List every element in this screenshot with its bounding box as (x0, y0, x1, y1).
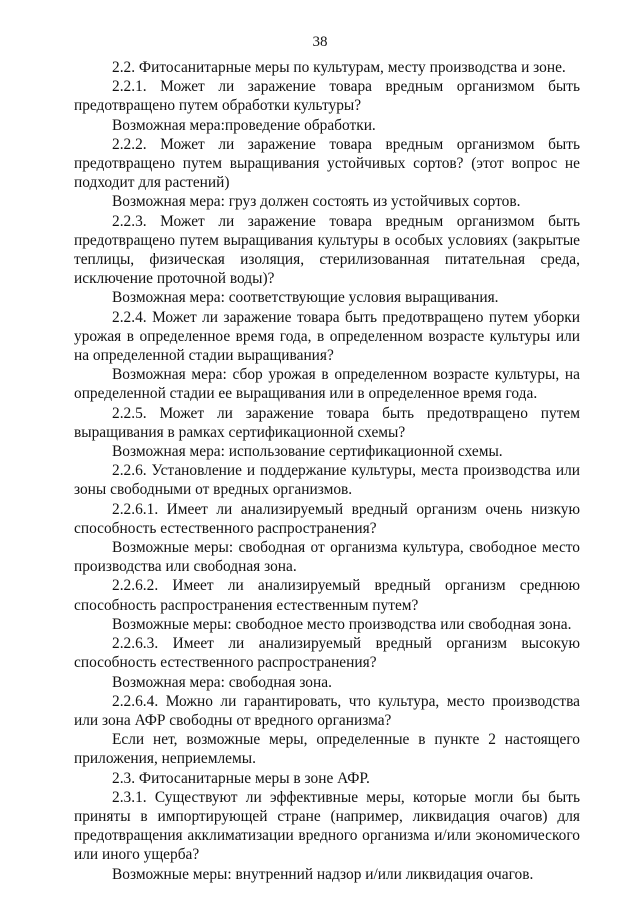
question-paragraph: 2.2.2. Может ли заражение товара вредным организмом быть предотвращено путем выращивания устойчивых сортов? (этот вопрос не подходит для растений) (74, 135, 580, 192)
question-paragraph: 2.2.3. Может ли заражение товара вредным организмом быть предотвращено путем выращивания культуры в особых условиях (закрытые теплицы, физическая изоляция, стерилизованная питательная среда, исключение проточной воды)? (74, 212, 580, 288)
question-paragraph: 2.2.4. Может ли заражение товара быть предотвращено путем уборки урожая в определенное время года, в определенном возрасте культуры или на определенной стадии выращивания? (74, 308, 580, 365)
measure-paragraph: Возможная мера: использование сертификационной схемы. (112, 443, 503, 461)
measure-paragraph: Возможные меры: свободная от организма культура, свободное место производства или свободная зона. (74, 539, 580, 576)
question-paragraph: 2.2.6.4. Можно ли гарантировать, что культура, место производства или зона АФР свободны от вредного организма? (74, 692, 580, 729)
question-paragraph: 2.2.6.1. Имеет ли анализируемый вредный организм очень низкую способность естественного распространения? (74, 500, 580, 537)
measure-paragraph: Возможная мера: сбор урожая в определенном возрасте культуры, на определенной стадии ее выращивания или в определенное время года. (74, 366, 580, 403)
measure-paragraph: Возможная мера: соответствующие условия выращивания. (112, 289, 499, 307)
section-heading: 2.2. Фитосанитарные меры по культурам, месту производства и зоне. (112, 59, 566, 76)
measure-paragraph: Возможные меры: свободное место производства или свободная зона. (112, 615, 572, 633)
measure-paragraph: Возможная мера:проведение обработки. (112, 116, 376, 134)
subsection-paragraph: 2.2.6. Установление и поддержание культуры, места производства или зоны свободными от вредных организмов. (74, 462, 580, 499)
measure-paragraph: Возможная мера: груз должен состоять из устойчивых сортов. (112, 193, 521, 211)
question-paragraph: 2.3.1. Существуют ли эффективные меры, которые могли бы быть приняты в импортирующей стране (например, ликвидация очагов) для предотвращения акклиматизации вредного организма и/или экономического или иного ущерба? (74, 788, 580, 864)
question-paragraph: 2.2.6.3. Имеет ли анализируемый вредный организм высокую способность естественного распространения? (74, 635, 580, 672)
measure-paragraph: Возможные меры: внутренний надзор и/или ликвидация очагов. (112, 865, 534, 883)
question-paragraph: 2.2.1. Может ли заражение товара вредным организмом быть предотвращено путем обработки культуры? (74, 78, 580, 115)
section-heading: 2.3. Фитосанитарные меры в зоне АФР. (112, 769, 370, 787)
question-paragraph: 2.2.5. Может ли заражение товара быть предотвращено путем выращивания в рамках сертификационной схемы? (74, 404, 580, 441)
question-paragraph: 2.2.6.2. Имеет ли анализируемый вредный организм среднюю способность распространения естественным путем? (74, 577, 580, 614)
note-paragraph: Если нет, возможные меры, определенные в пункте 2 настоящего приложения, неприемлемы. (74, 731, 580, 768)
page-number: 38 (312, 34, 328, 50)
document-body (74, 58, 580, 884)
measure-paragraph: Возможная мера: свободная зона. (112, 673, 332, 691)
